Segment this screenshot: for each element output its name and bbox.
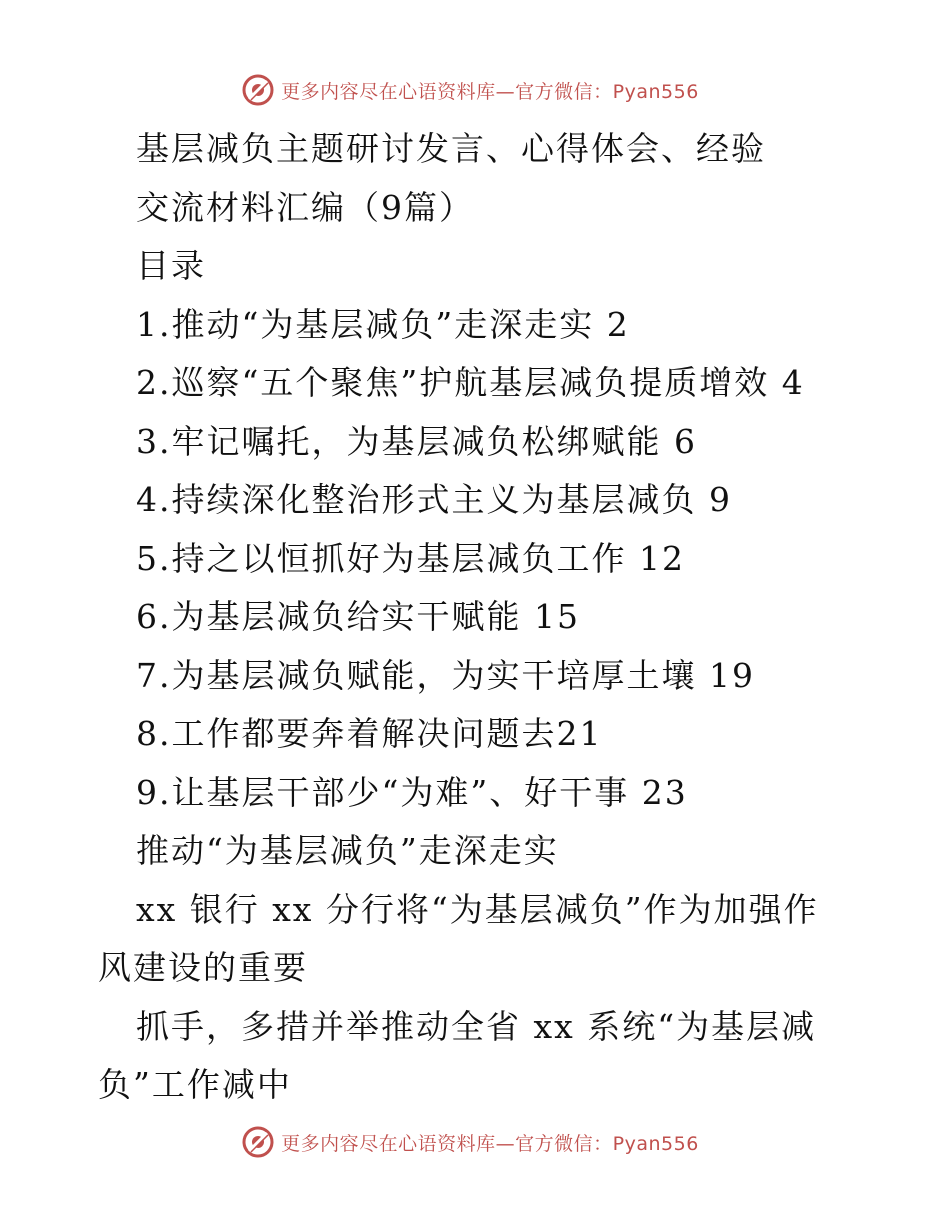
toc-item: 8.工作都要奔着解决问题去21 (136, 714, 603, 753)
toc-item: 4.持续深化整治形式主义为基层减负 9 (136, 480, 732, 519)
paragraph-1-line-1: xx 银行 xx 分行将“为基层减负”作为加强作 (136, 889, 819, 929)
header-watermark-text: 更多内容尽在心语资料库—官方微信：Pyan556 (281, 80, 699, 103)
toc-item: 6.为基层减负给实干赋能 15 (136, 597, 580, 636)
logo-icon (241, 73, 275, 107)
logo-icon (241, 1125, 275, 1159)
paragraph-1-line-2: 风建设的重要 (98, 948, 308, 987)
footer-watermark (0, 1122, 950, 1162)
toc-item: 3.牢记嘱托，为基层减负松绑赋能 6 (136, 421, 697, 461)
footer-watermark-text: 更多内容尽在心语资料库—官方微信：Pyan556 (281, 1132, 699, 1155)
paragraph-2-line-2: 负”工作减中 (98, 1065, 292, 1104)
toc-item: 5.持之以恒抓好为基层减负工作 12 (136, 538, 685, 578)
document-body (98, 120, 858, 1115)
toc-item: 2.巡察“五个聚焦”护航基层减负提质增效 4 (136, 363, 805, 402)
toc-item: 9.让基层干部少“为难”、好干事 23 (136, 772, 688, 812)
document-title-line-1: 基层减负主题研讨发言、心得体会、经验 (136, 129, 766, 168)
paragraph-2-line-1: 抓手，多措并举推动全省 xx 系统“为基层减 (136, 1006, 817, 1046)
toc-item: 7.为基层减负赋能，为实干培厚土壤 19 (136, 655, 755, 695)
document-title-line-2: 交流材料汇编（9篇） (136, 187, 474, 227)
section-title: 推动“为基层减负”走深走实 (136, 831, 559, 870)
toc-item: 1.推动“为基层减负”走深走实 2 (136, 304, 630, 344)
header-watermark (0, 70, 950, 110)
toc-heading: 目录 (136, 246, 206, 285)
